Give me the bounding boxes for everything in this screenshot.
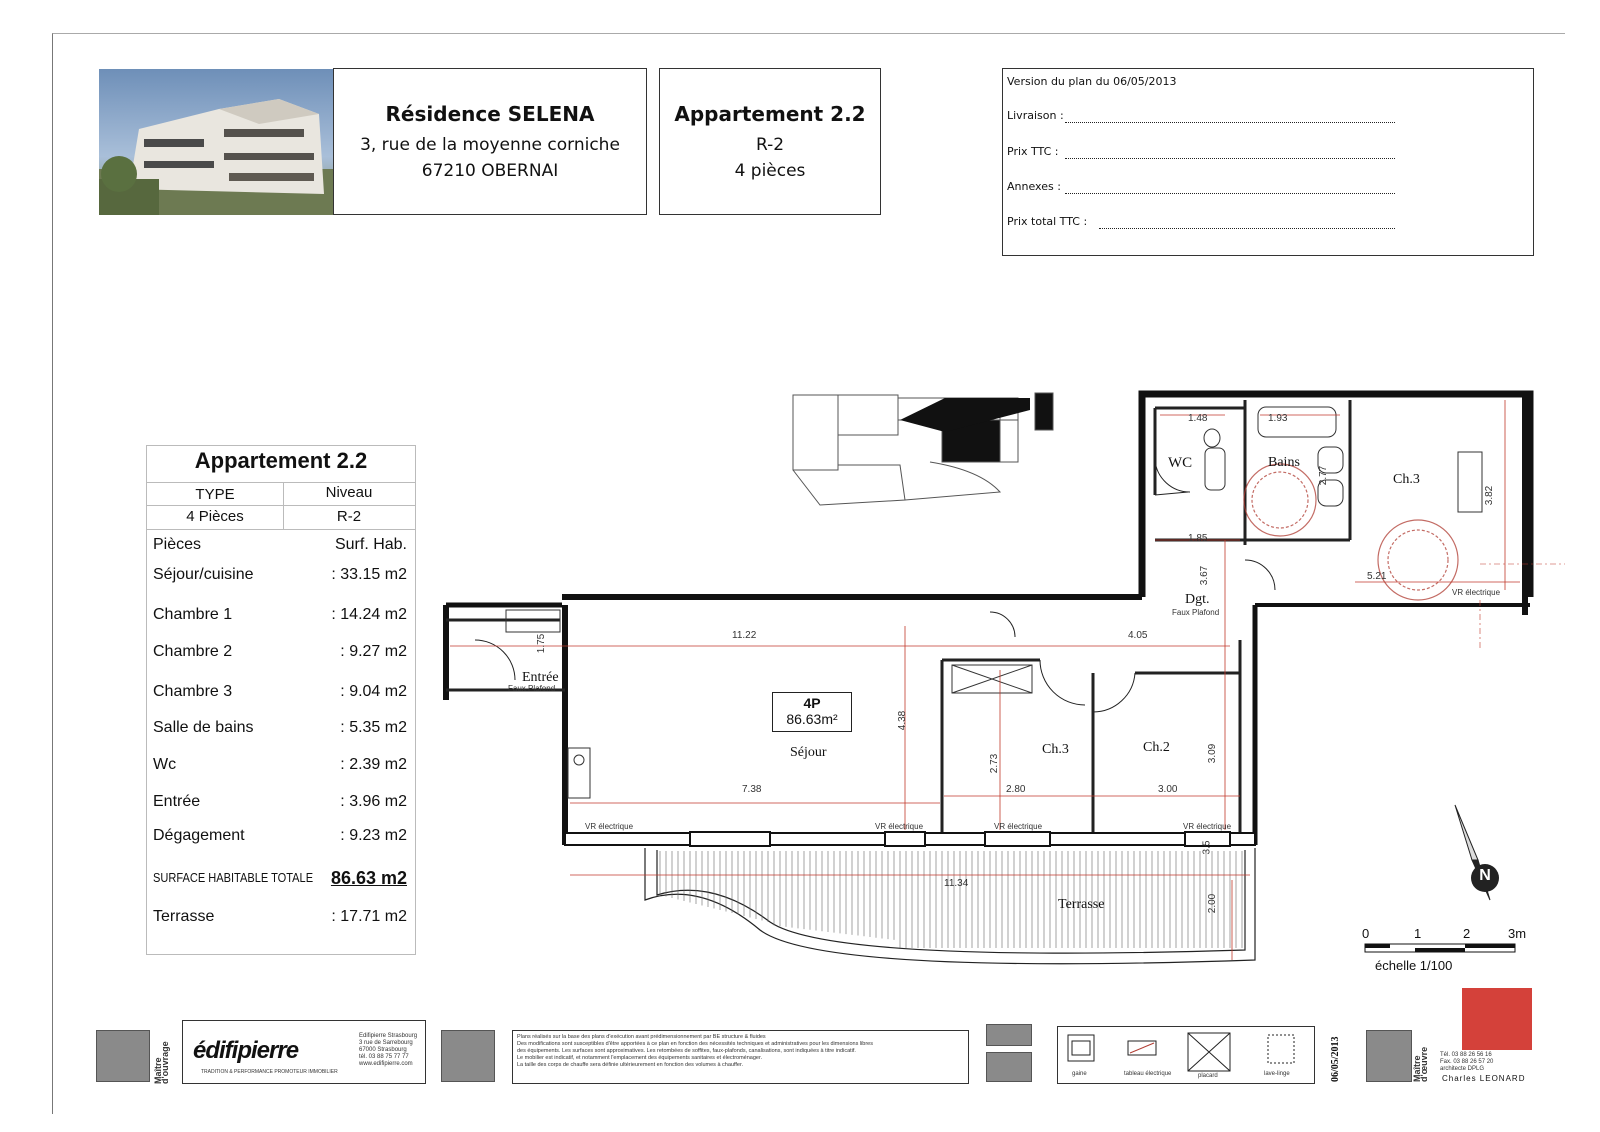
- dim-label: 2.73: [989, 753, 1001, 774]
- vr-label: VR électrique: [875, 822, 924, 831]
- dim-label: 1.93: [1268, 413, 1288, 424]
- stamp-box: [441, 1030, 495, 1082]
- residence-city: 67210 OBERNAI: [421, 161, 559, 181]
- faux-plafond-2: Faux Plafond: [508, 684, 556, 693]
- room-wc: WC: [1168, 455, 1193, 471]
- legend-tableau: tableau électrique: [1124, 1071, 1172, 1077]
- legend-gaine: gaine: [1072, 1071, 1087, 1077]
- compass-icon: [1450, 800, 1520, 910]
- stamp-box: [986, 1024, 1032, 1046]
- dim-label: 4.38: [897, 710, 909, 731]
- promoter-logo: édifipierre: [193, 1037, 299, 1064]
- architect-name: Charles LEONARD: [1442, 1074, 1526, 1083]
- dim-label: 3.82: [1484, 485, 1496, 506]
- scale-bar: [1360, 942, 1530, 956]
- dim-label: 3.00: [1158, 784, 1178, 795]
- vr-label: VR électrique: [1183, 822, 1232, 831]
- residence-address: 3, rue de la moyenne corniche: [360, 135, 620, 155]
- dim-label: 7.38: [742, 784, 762, 795]
- surface-table: Appartement 2.2 TYPE Niveau 4 Pièces R-2 Pièces Surf. Hab. Séjour/cuisine : 33.15 m2 Chambre 1 : 14.24 m2 Chambre 2 : 9.27 m2 Chambre 3 : 9.04 m2 Salle de bains : 5.35 m2 Wc : 2.39 m2 Entrée : 3.96 m2 Dégagement : 9.23 m2 SURFACE HABITABLE TOTALE 86.63 m2 Terrasse : 17.71 m2: [146, 445, 416, 955]
- legend-box: [1057, 1026, 1315, 1084]
- location-thumbnail: [793, 393, 1053, 505]
- apartment-rooms: 4 pièces: [734, 161, 806, 181]
- stamp-box: [986, 1052, 1032, 1082]
- promoter-contact: Edifipierre Strasbourg 3 rue de Sarrebourg 67000 Strasbourg tél. 03 88 75 77 77 www.edifipierre.com: [359, 1033, 418, 1067]
- maitre-oeuvre: Maître d'œuvre: [1412, 1046, 1429, 1082]
- dim-label: 2.00: [1207, 893, 1219, 914]
- scale-label: échelle 1/100: [1375, 958, 1453, 973]
- table-title: Appartement 2.2: [194, 448, 368, 473]
- terrace: [645, 848, 1255, 964]
- vr-label: VR électrique: [585, 822, 634, 831]
- notes-text: Plans réalisés sur la base des plans d'exécution avant prédimensionnement par BE structure & fluides Des modifications sont susceptibles d'être apportées à ce plan en fonction des nécessités techniques et administratives pour les dimensions libres des équipements. Les surfaces sont approximatives. Les retombées de soffites, faux-plafonds, canalisations, sont indiquées à titre indicatif. Le mobilier est indicatif, et notamment l'emplacement des équipements sanitaires et électroménager. La taille des corps de chauffe sera définie ultérieurement en fonction des volumes à chauffer.: [517, 1034, 873, 1068]
- type-value: 4 Pièces: [186, 508, 244, 525]
- stamp-box: [96, 1030, 150, 1082]
- dim-label: 11.22: [732, 630, 757, 641]
- pieces-header: Pièces: [153, 536, 202, 553]
- prix-ttc-label: Prix TTC :: [1007, 145, 1059, 158]
- faux-plafond-1: Faux Plafond: [1172, 608, 1220, 617]
- residence-name: Résidence SELENA: [385, 102, 595, 126]
- niveau-value: R-2: [336, 508, 362, 525]
- vr-label: VR électrique: [1452, 588, 1501, 597]
- room-dgt: Dgt.: [1185, 592, 1210, 607]
- room-bains: Bains: [1268, 455, 1300, 470]
- dim-label: 3.5: [1201, 840, 1213, 855]
- apartment-name: Appartement 2.2: [674, 102, 866, 126]
- dim-label: 5.21: [1367, 571, 1387, 582]
- area-value: 86.63m²: [786, 711, 838, 727]
- dim-label: 1.48: [1188, 413, 1208, 424]
- legend-lave-linge: lave-linge: [1264, 1071, 1290, 1077]
- type-label: TYPE: [195, 486, 235, 503]
- maitre-ouvrage: Maître d'ouvrage: [153, 1041, 170, 1084]
- dim-label: 11.34: [944, 878, 969, 889]
- room-entree: Entrée: [522, 670, 559, 685]
- dim-label: 3.09: [1207, 743, 1219, 764]
- scale-tick-3: 3m: [1508, 926, 1527, 941]
- promoter-box: [182, 1020, 426, 1084]
- vr-label: VR électrique: [994, 822, 1043, 831]
- dim-label: 3.67: [1199, 565, 1211, 586]
- dim-label: 1.75: [536, 633, 548, 654]
- scale-tick-2: 2: [1463, 926, 1471, 941]
- annexes-label: Annexes :: [1007, 180, 1061, 193]
- room-terrasse: Terrasse: [1058, 897, 1105, 912]
- scale-tick-0: 0: [1362, 926, 1370, 941]
- dim-label: 2.80: [1006, 784, 1026, 795]
- scale-tick-1: 1: [1414, 926, 1422, 941]
- promoter-tagline: TRADITION & PERFORMANCE PROMOTEUR IMMOBILIER: [201, 1069, 338, 1075]
- compass-letter: N: [1479, 867, 1491, 884]
- footer-date: 06/05/2013: [1330, 1036, 1341, 1082]
- legend-placard: placard: [1198, 1073, 1218, 1079]
- room-ch3-top: Ch.3: [1393, 472, 1420, 487]
- architect-details: Tél. 03 88 26 56 16 Fax. 03 88 26 57 20 architecte DPLG: [1440, 1052, 1494, 1072]
- dim-label: 4.05: [1128, 630, 1148, 641]
- dim-label: 2.77: [1318, 465, 1330, 486]
- livraison-label: Livraison :: [1007, 109, 1064, 122]
- niveau-label: Niveau: [325, 484, 373, 501]
- prix-total-label: Prix total TTC :: [1007, 215, 1088, 228]
- plan-version: Version du plan du 06/05/2013: [1007, 75, 1177, 88]
- area-type: 4P: [803, 695, 821, 711]
- notes-box: [512, 1030, 969, 1084]
- room-ch2: Ch.2: [1143, 740, 1170, 755]
- room-ch3: Ch.3: [1042, 742, 1069, 757]
- architect-logo: [1462, 988, 1532, 1050]
- surf-header: Surf. Hab.: [334, 536, 407, 553]
- area-badge: [772, 692, 852, 732]
- dim-label: 1.85: [1188, 533, 1208, 544]
- stamp-box: [1366, 1030, 1412, 1082]
- room-sejour: Séjour: [790, 745, 827, 760]
- apartment-level: R-2: [755, 135, 785, 155]
